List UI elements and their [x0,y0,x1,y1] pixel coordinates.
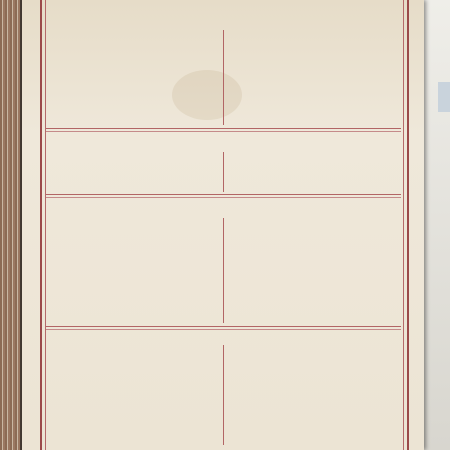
memorial-book-page [22,0,424,450]
column-rule [223,218,224,323]
divider [46,329,401,330]
column-rule [223,152,224,192]
divider [46,194,401,195]
divider [46,131,401,132]
divider [46,197,401,198]
column-rule [223,30,224,125]
divider [46,128,401,129]
paper-tab [438,82,450,112]
column-rule [223,345,224,445]
page-border [40,0,409,450]
paper-stain [172,70,242,120]
divider [46,326,401,327]
book-page-edges [0,0,20,450]
